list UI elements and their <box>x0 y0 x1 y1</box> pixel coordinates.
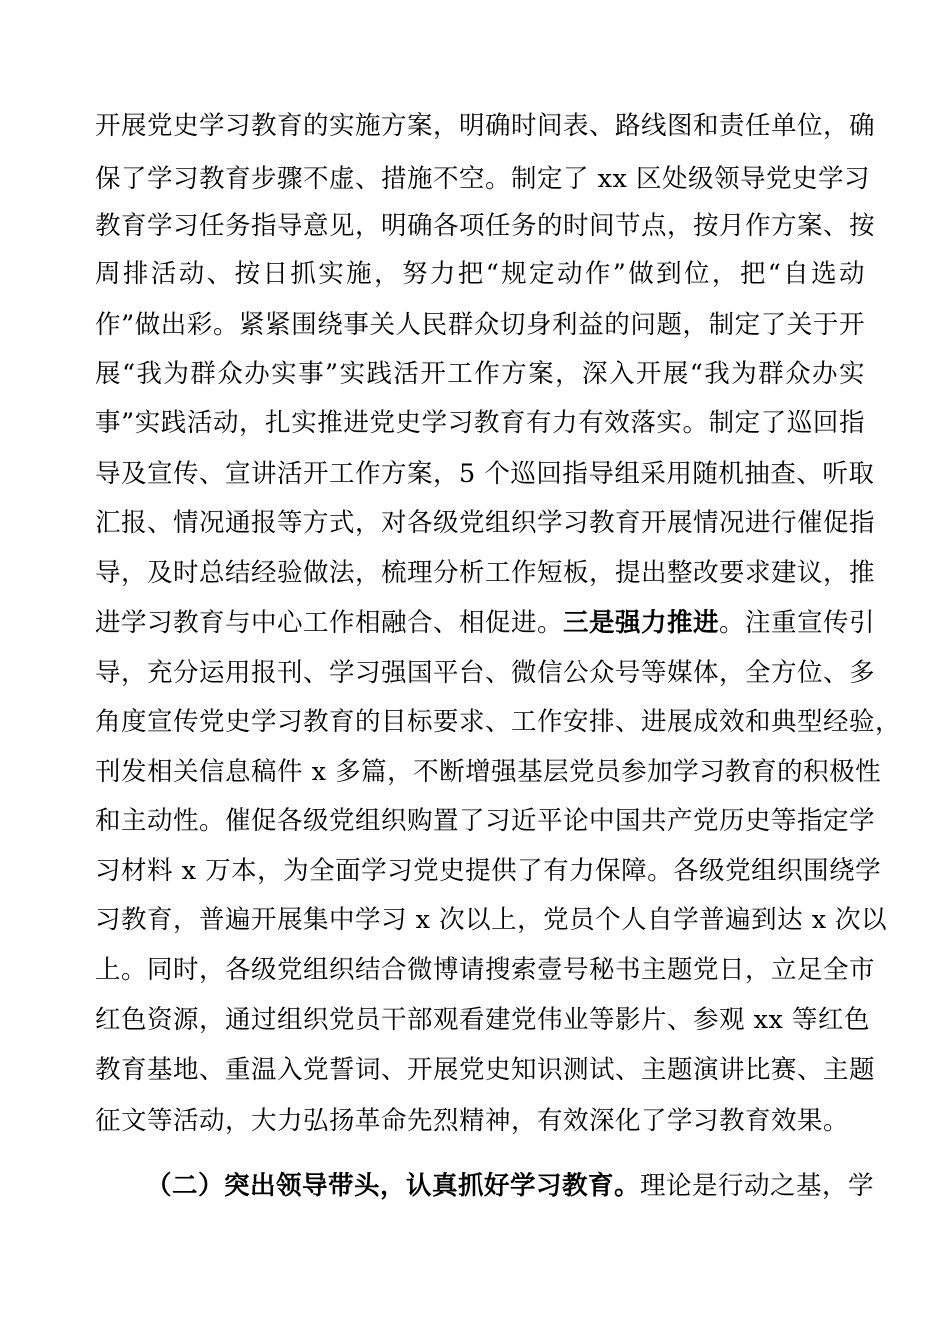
text-segment: 。注重宣传引 <box>719 608 876 638</box>
section-heading: （二）突出领导带头，认真抓好学习教育。 <box>146 1171 641 1201</box>
text-line: 导，及时总结经验做法，梳理分析工作短板，提出整改要求建议，推 <box>95 558 876 588</box>
text-line: 周排活动、按日抓实施，努力把“规定动作”做到位，把“自选动 <box>95 259 865 289</box>
text-line-with-emphasis <box>95 603 876 643</box>
text-line: 展“我为群众办实事”实践活开工作方案，深入开展“我为群众办实 <box>95 359 865 389</box>
text-line: 汇报、情况通报等方式，对各级党组织学习教育开展情况进行催促指 <box>95 508 876 538</box>
text-line: 征文等活动，大力弘扬革命先烈精神，有效深化了学习教育效果。 <box>95 1106 850 1136</box>
text-line: 导及宣传、宣讲活开工作方案，5 个巡回指导组采用随机抽查、听取 <box>95 459 875 489</box>
text-line: 和主动性。催促各级党组织购置了习近平论中国共产党历史等指定学 <box>95 806 876 836</box>
text-line: 教育基地、重温入党誓词、开展党史知识测试、主题演讲比赛、主题 <box>95 1055 876 1085</box>
text-line: 保了学习教育步骤不虚、措施不空。制定了 xx 区处级领导党史学习 <box>95 164 870 194</box>
text-line: 上。同时，各级党组织结合微博请搜索壹号秘书主题党日，立足全市 <box>95 955 876 985</box>
text-line: 作”做出彩。紧紧围绕事关人民群众切身利益的问题，制定了关于开 <box>95 310 865 340</box>
text-segment: 进学习教育与中心工作相融合、相促进。 <box>95 608 564 638</box>
text-line: 刊发相关信息稿件 x 多篇，不断增强基层党员参加学习教育的积极性 <box>95 757 882 787</box>
text-line: 教育学习任务指导意见，明确各项任务的时间节点，按月作方案、按 <box>95 211 876 241</box>
text-line: 导，充分运用报刊、学习强国平台、微信公众号等媒体，全方位、多 <box>95 658 876 688</box>
text-line: 习材料 x 万本，为全面学习党史提供了有力保障。各级党组织围绕学 <box>95 856 882 886</box>
text-line: 角度宣传党史学习教育的目标要求、工作安排、进展成效和典型经验， <box>95 707 902 737</box>
text-line: 红色资源，通过组织党员干部观看建党伟业等影片、参观 xx 等红色 <box>95 1005 870 1035</box>
section-heading-line <box>146 1166 875 1206</box>
text-line: 开展党史学习教育的实施方案，明确时间表、路线图和责任单位，确 <box>95 111 876 141</box>
text-segment: 理论是行动之基，学 <box>640 1171 875 1201</box>
emphasis-heading: 三是强力推进 <box>563 608 720 638</box>
text-line: 事”实践活动，扎实推进党史学习教育有力有效落实。制定了巡回指 <box>95 408 865 438</box>
text-line: 习教育，普遍开展集中学习 x 次以上，党员个人自学普遍到达 x 次以 <box>95 905 888 935</box>
